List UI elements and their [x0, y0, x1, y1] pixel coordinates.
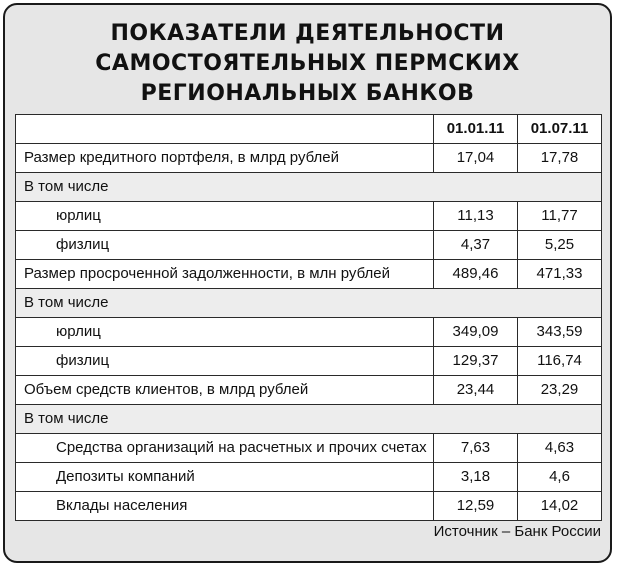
- row-value-1: 4,37: [434, 231, 518, 260]
- row-label: Депозиты компаний: [16, 463, 434, 492]
- row-label: В том числе: [16, 405, 602, 434]
- row-label: Объем средств клиентов, в млрд рублей: [16, 376, 434, 405]
- header-label-cell: [16, 115, 434, 144]
- row-label: юрлиц: [16, 318, 434, 347]
- row-value-2: 116,74: [518, 347, 602, 376]
- header-date-2: 01.07.11: [518, 115, 602, 144]
- row-label: Вклады населения: [16, 492, 434, 521]
- row-value-1: 7,63: [434, 434, 518, 463]
- row-value-1: 489,46: [434, 260, 518, 289]
- row-value-1: 3,18: [434, 463, 518, 492]
- row-label: В том числе: [16, 289, 602, 318]
- title-line-3: РЕГИОНАЛЬНЫХ БАНКОВ: [140, 81, 475, 106]
- table-row: [16, 492, 602, 521]
- row-value-1: 17,04: [434, 144, 518, 173]
- row-value-2: 14,02: [518, 492, 602, 521]
- table-row: [16, 347, 602, 376]
- source-note: Источник – Банк России: [433, 523, 601, 540]
- table-row: [16, 202, 602, 231]
- row-value-2: 4,63: [518, 434, 602, 463]
- table-row: [16, 260, 602, 289]
- row-label: физлиц: [16, 231, 434, 260]
- title-line-2: САМОСТОЯТЕЛЬНЫХ ПЕРМСКИХ: [95, 51, 520, 76]
- row-value-2: 343,59: [518, 318, 602, 347]
- row-label: юрлиц: [16, 202, 434, 231]
- row-label: физлиц: [16, 347, 434, 376]
- row-label: В том числе: [16, 173, 602, 202]
- row-value-1: 23,44: [434, 376, 518, 405]
- row-value-2: 17,78: [518, 144, 602, 173]
- row-value-2: 5,25: [518, 231, 602, 260]
- row-value-1: 12,59: [434, 492, 518, 521]
- row-value-1: 129,37: [434, 347, 518, 376]
- title-line-1: ПОКАЗАТЕЛИ ДЕЯТЕЛЬНОСТИ: [110, 21, 505, 46]
- row-value-2: 4,6: [518, 463, 602, 492]
- row-value-2: 471,33: [518, 260, 602, 289]
- row-value-1: 11,13: [434, 202, 518, 231]
- row-value-2: 11,77: [518, 202, 602, 231]
- bank-indicators-table: [15, 114, 602, 521]
- row-label: Размер просроченной задолженности, в млн рублей: [16, 260, 434, 289]
- table-row: [16, 318, 602, 347]
- row-value-1: 349,09: [434, 318, 518, 347]
- table-row: [16, 434, 602, 463]
- table-header-row: [16, 115, 602, 144]
- table-row: [16, 376, 602, 405]
- table-row-subheading: [16, 173, 602, 202]
- row-value-2: 23,29: [518, 376, 602, 405]
- header-date-1: 01.01.11: [434, 115, 518, 144]
- table-row: [16, 463, 602, 492]
- table-row: [16, 144, 602, 173]
- page-title: [5, 19, 610, 109]
- row-label: Размер кредитного портфеля, в млрд рублей: [16, 144, 434, 173]
- table-row-subheading: [16, 289, 602, 318]
- row-label: Средства организаций на расчетных и прочих счетах: [16, 434, 434, 463]
- table-row-subheading: [16, 405, 602, 434]
- table-row: [16, 231, 602, 260]
